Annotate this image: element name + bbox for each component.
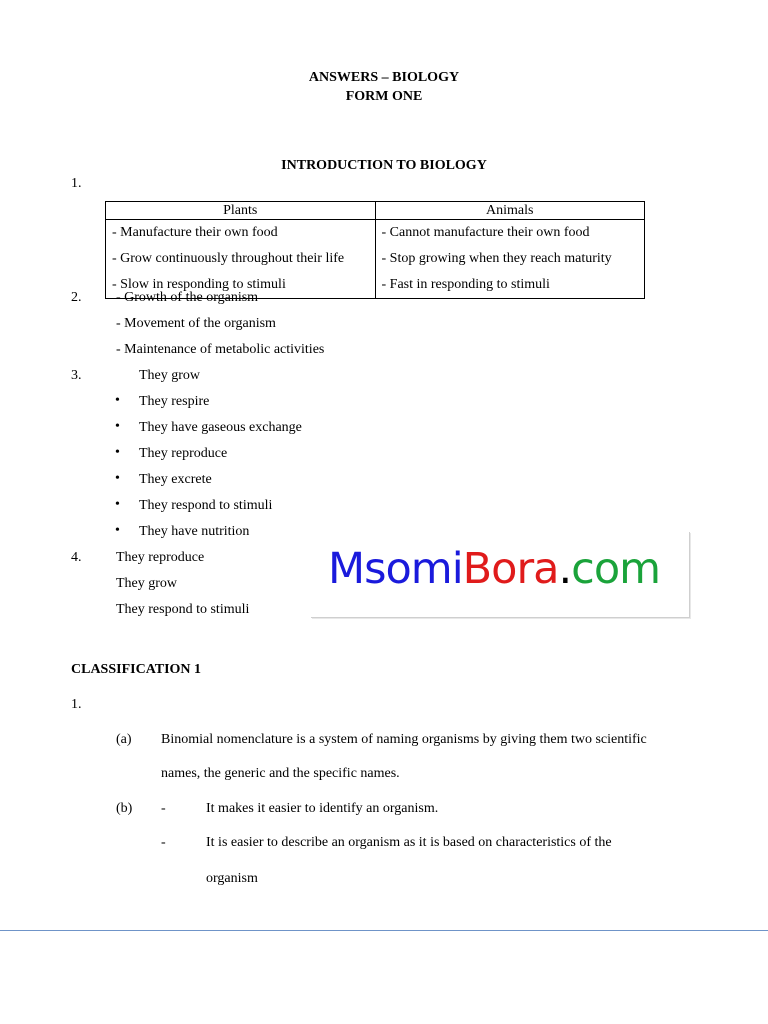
list-item: They respire xyxy=(139,394,210,409)
bullet-icon: • xyxy=(115,393,120,408)
sub-question-label-a: (a) xyxy=(116,732,132,747)
table-header-row xyxy=(106,202,645,220)
question-number-3: 3. xyxy=(71,368,82,383)
table-header-plants: Plants xyxy=(106,202,376,220)
table-cell-text: - Grow continuously throughout their life xyxy=(112,251,345,266)
table-cell-text: - Slow in responding to stimuli xyxy=(112,277,286,292)
list-item: They have nutrition xyxy=(139,524,250,539)
table-cell xyxy=(106,220,376,299)
question-number-1: 1. xyxy=(71,176,82,191)
bullet-icon: • xyxy=(115,445,120,460)
section-heading-introduction: INTRODUCTION TO BIOLOGY xyxy=(281,158,487,173)
list-item: They reproduce xyxy=(116,550,205,565)
bullet-icon: • xyxy=(115,523,120,538)
logo-part-com: com xyxy=(571,544,661,594)
list-item: They respond to stimuli xyxy=(116,602,250,617)
question-number-2: 2. xyxy=(71,290,82,305)
table-cell-text: - Fast in responding to stimuli xyxy=(381,277,550,292)
answer-text: organism xyxy=(206,871,258,886)
list-item: They excrete xyxy=(139,472,212,487)
table-row xyxy=(106,220,645,299)
list-item: They have gaseous exchange xyxy=(139,420,302,435)
dash-marker: - xyxy=(161,835,166,850)
list-item: They reproduce xyxy=(139,446,228,461)
list-item: - Growth of the organism xyxy=(116,290,259,305)
question-number-1: 1. xyxy=(71,697,82,712)
question-number-4: 4. xyxy=(71,550,82,565)
list-item: - Movement of the organism xyxy=(116,316,276,331)
msomibora-logo xyxy=(311,532,690,618)
bullet-icon: • xyxy=(115,471,120,486)
list-item: - Maintenance of metabolic activities xyxy=(116,342,325,357)
logo-part-dot: . xyxy=(558,544,572,594)
list-item: They respond to stimuli xyxy=(139,498,273,513)
list-item: They grow xyxy=(139,368,201,383)
answer-text: It makes it easier to identify an organism. xyxy=(206,801,439,816)
table-cell-text: - Stop growing when they reach maturity xyxy=(381,251,612,266)
table-cell xyxy=(375,220,645,299)
section-heading-classification: CLASSIFICATION 1 xyxy=(71,662,202,677)
answer-text: names, the generic and the specific names. xyxy=(161,766,400,781)
logo-part-msomi: Msomi xyxy=(328,544,463,594)
plants-animals-table xyxy=(105,201,645,299)
table-cell-text: - Cannot manufacture their own food xyxy=(381,225,590,240)
answer-text: It is easier to describe an organism as it is based on characteristics of the xyxy=(206,835,612,850)
page-footer-divider xyxy=(0,930,768,931)
table-cell-text: - Manufacture their own food xyxy=(112,225,278,240)
document-subtitle: FORM ONE xyxy=(345,89,423,104)
dash-marker: - xyxy=(161,801,166,816)
logo-part-bora: Bora xyxy=(462,544,559,594)
sub-question-label-b: (b) xyxy=(116,801,133,816)
bullet-icon: • xyxy=(115,497,120,512)
document-title: ANSWERS – BIOLOGY xyxy=(308,70,460,85)
answer-text: Binomial nomenclature is a system of naming organisms by giving them two scientific xyxy=(161,732,647,747)
table-header-animals: Animals xyxy=(375,202,645,220)
bullet-icon: • xyxy=(115,419,120,434)
list-item: They grow xyxy=(116,576,178,591)
logo-text xyxy=(328,544,660,594)
